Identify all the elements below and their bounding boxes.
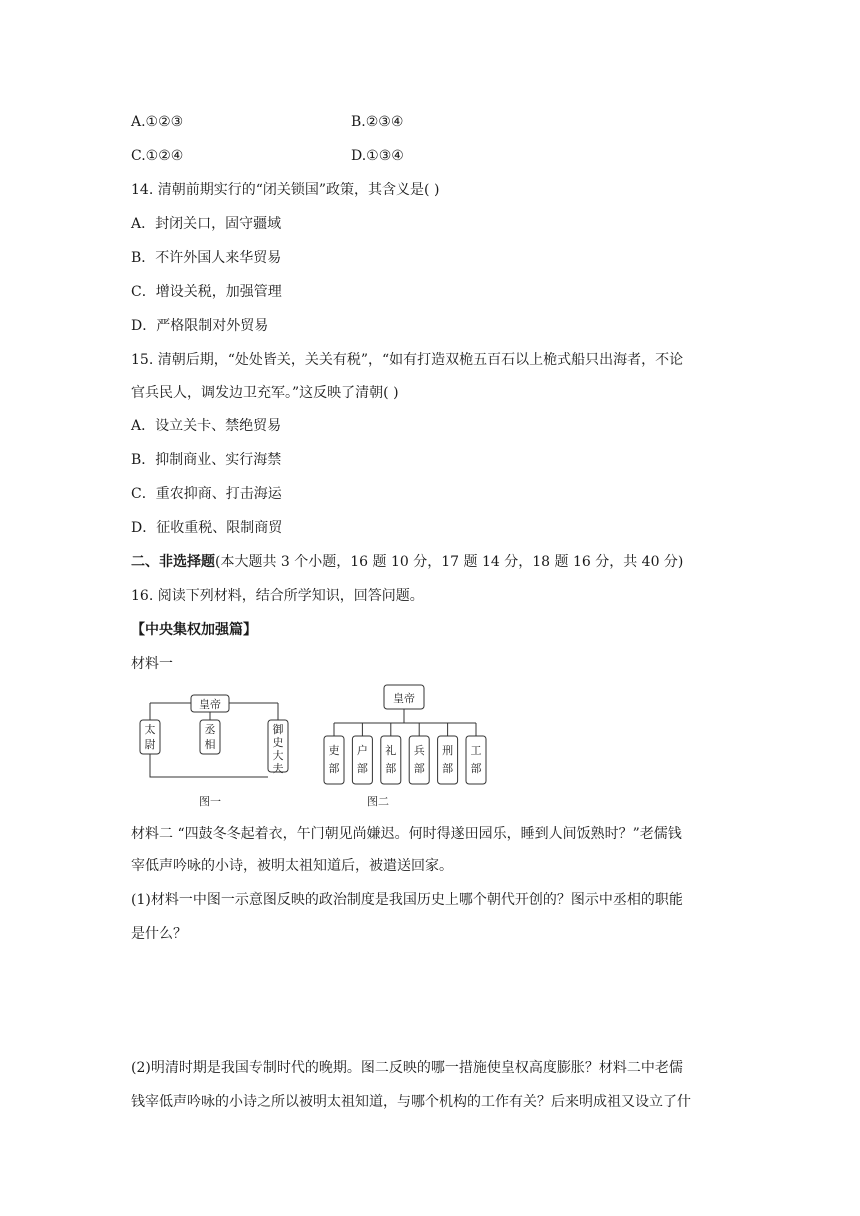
q15-option-b: B．抑制商业、实行海禁 (131, 452, 282, 468)
q15-option-c: C．重农抑商、打击海运 (131, 486, 282, 502)
figure1-diagram (140, 695, 288, 808)
material1-figures (130, 680, 550, 812)
figure2-ministry-label: 兵部 (413, 744, 425, 775)
section2-title: 二、非选择题 (131, 554, 215, 570)
q14-option-b: B．不许外国人来华贸易 (131, 250, 282, 266)
q14-option-d: D．严格限制对外贸易 (131, 318, 269, 334)
q16-intro: 16. 阅读下列材料，结合所学知识，回答问题。 (131, 588, 424, 604)
q13-option-c: C.①②④ (131, 148, 184, 164)
figure2-diagram (324, 685, 486, 808)
figure1-label-yushi: 御史大夫 (272, 723, 284, 775)
q14-stem: 14. 清朝前期实行的“闭关锁国”政策，其含义是( ) (131, 182, 440, 198)
figure1-label-chengxiang: 丞相 (204, 723, 216, 751)
q13-option-d: D.①③④ (351, 148, 404, 164)
q15-option-a: A．设立关卡、禁绝贸易 (131, 418, 282, 434)
section2-desc: (本大题共 3 个小题，16 题 10 分，17 题 14 分，18 题 16 分，共 40 分) (215, 554, 684, 570)
q13-option-row-2 (131, 146, 404, 166)
q14-option-c: C．增设关税，加强管理 (131, 284, 282, 300)
material1-label: 材料一 (131, 656, 173, 672)
q15-option-d: D．征收重税、限制商贸 (131, 520, 283, 536)
q15-stem-line2: 官兵民人，调发边卫充军。”这反映了清朝( ) (131, 385, 399, 401)
q15-stem-line1: 15. 清朝后期，“处处皆关，关关有税”，“如有打造双桅五百石以上桅式船只出海者，不论 (131, 352, 684, 368)
q16-sub2-line1: (2)明清时期是我国专制时代的晚期。图二反映的哪一措施使皇权高度膨胀？材料二中老儒 (131, 1060, 683, 1076)
q14-option-a: A．封闭关口，固守疆域 (131, 216, 282, 232)
q16-heading: 【中央集权加强篇】 (131, 622, 257, 638)
q16-sub1-line1: (1)材料一中图一示意图反映的政治制度是我国历史上哪个朝代开创的？图示中丞相的职能 (131, 892, 683, 908)
figure2-ministry-label: 礼部 (385, 744, 397, 775)
q16-sub2-line2: 钱宰低声吟咏的小诗之所以被明太祖知道，与哪个机构的工作有关？后来明成祖又设立了什 (131, 1094, 691, 1110)
section2-heading (131, 552, 683, 572)
figure2-emperor-label: 皇帝 (393, 692, 415, 705)
figure2-ministry-label: 户部 (356, 744, 368, 775)
figure2-caption: 图二 (367, 795, 389, 808)
q13-option-row-1 (131, 112, 404, 132)
material2-line1: 材料二 “四鼓冬冬起着衣，午门朝见尚嫌迟。何时得遂田园乐，睡到人间饭熟时？”老儒钱 (131, 826, 682, 842)
material2-line2: 宰低声吟咏的小诗，被明太祖知道后，被遣送回家。 (131, 858, 453, 874)
figure2-ministry-label: 刑部 (442, 744, 454, 775)
q13-option-a: A.①②③ (131, 114, 184, 130)
figure2-ministry-label: 工部 (470, 744, 482, 775)
q16-sub1-line2: 是什么？ (131, 926, 187, 942)
figure2-ministry-label: 吏部 (328, 744, 340, 775)
figure1-emperor-label: 皇帝 (199, 698, 221, 711)
figure1-label-taiwei: 太尉 (144, 723, 156, 751)
figure1-caption: 图一 (199, 795, 221, 808)
q13-option-b: B.②③④ (351, 114, 404, 130)
